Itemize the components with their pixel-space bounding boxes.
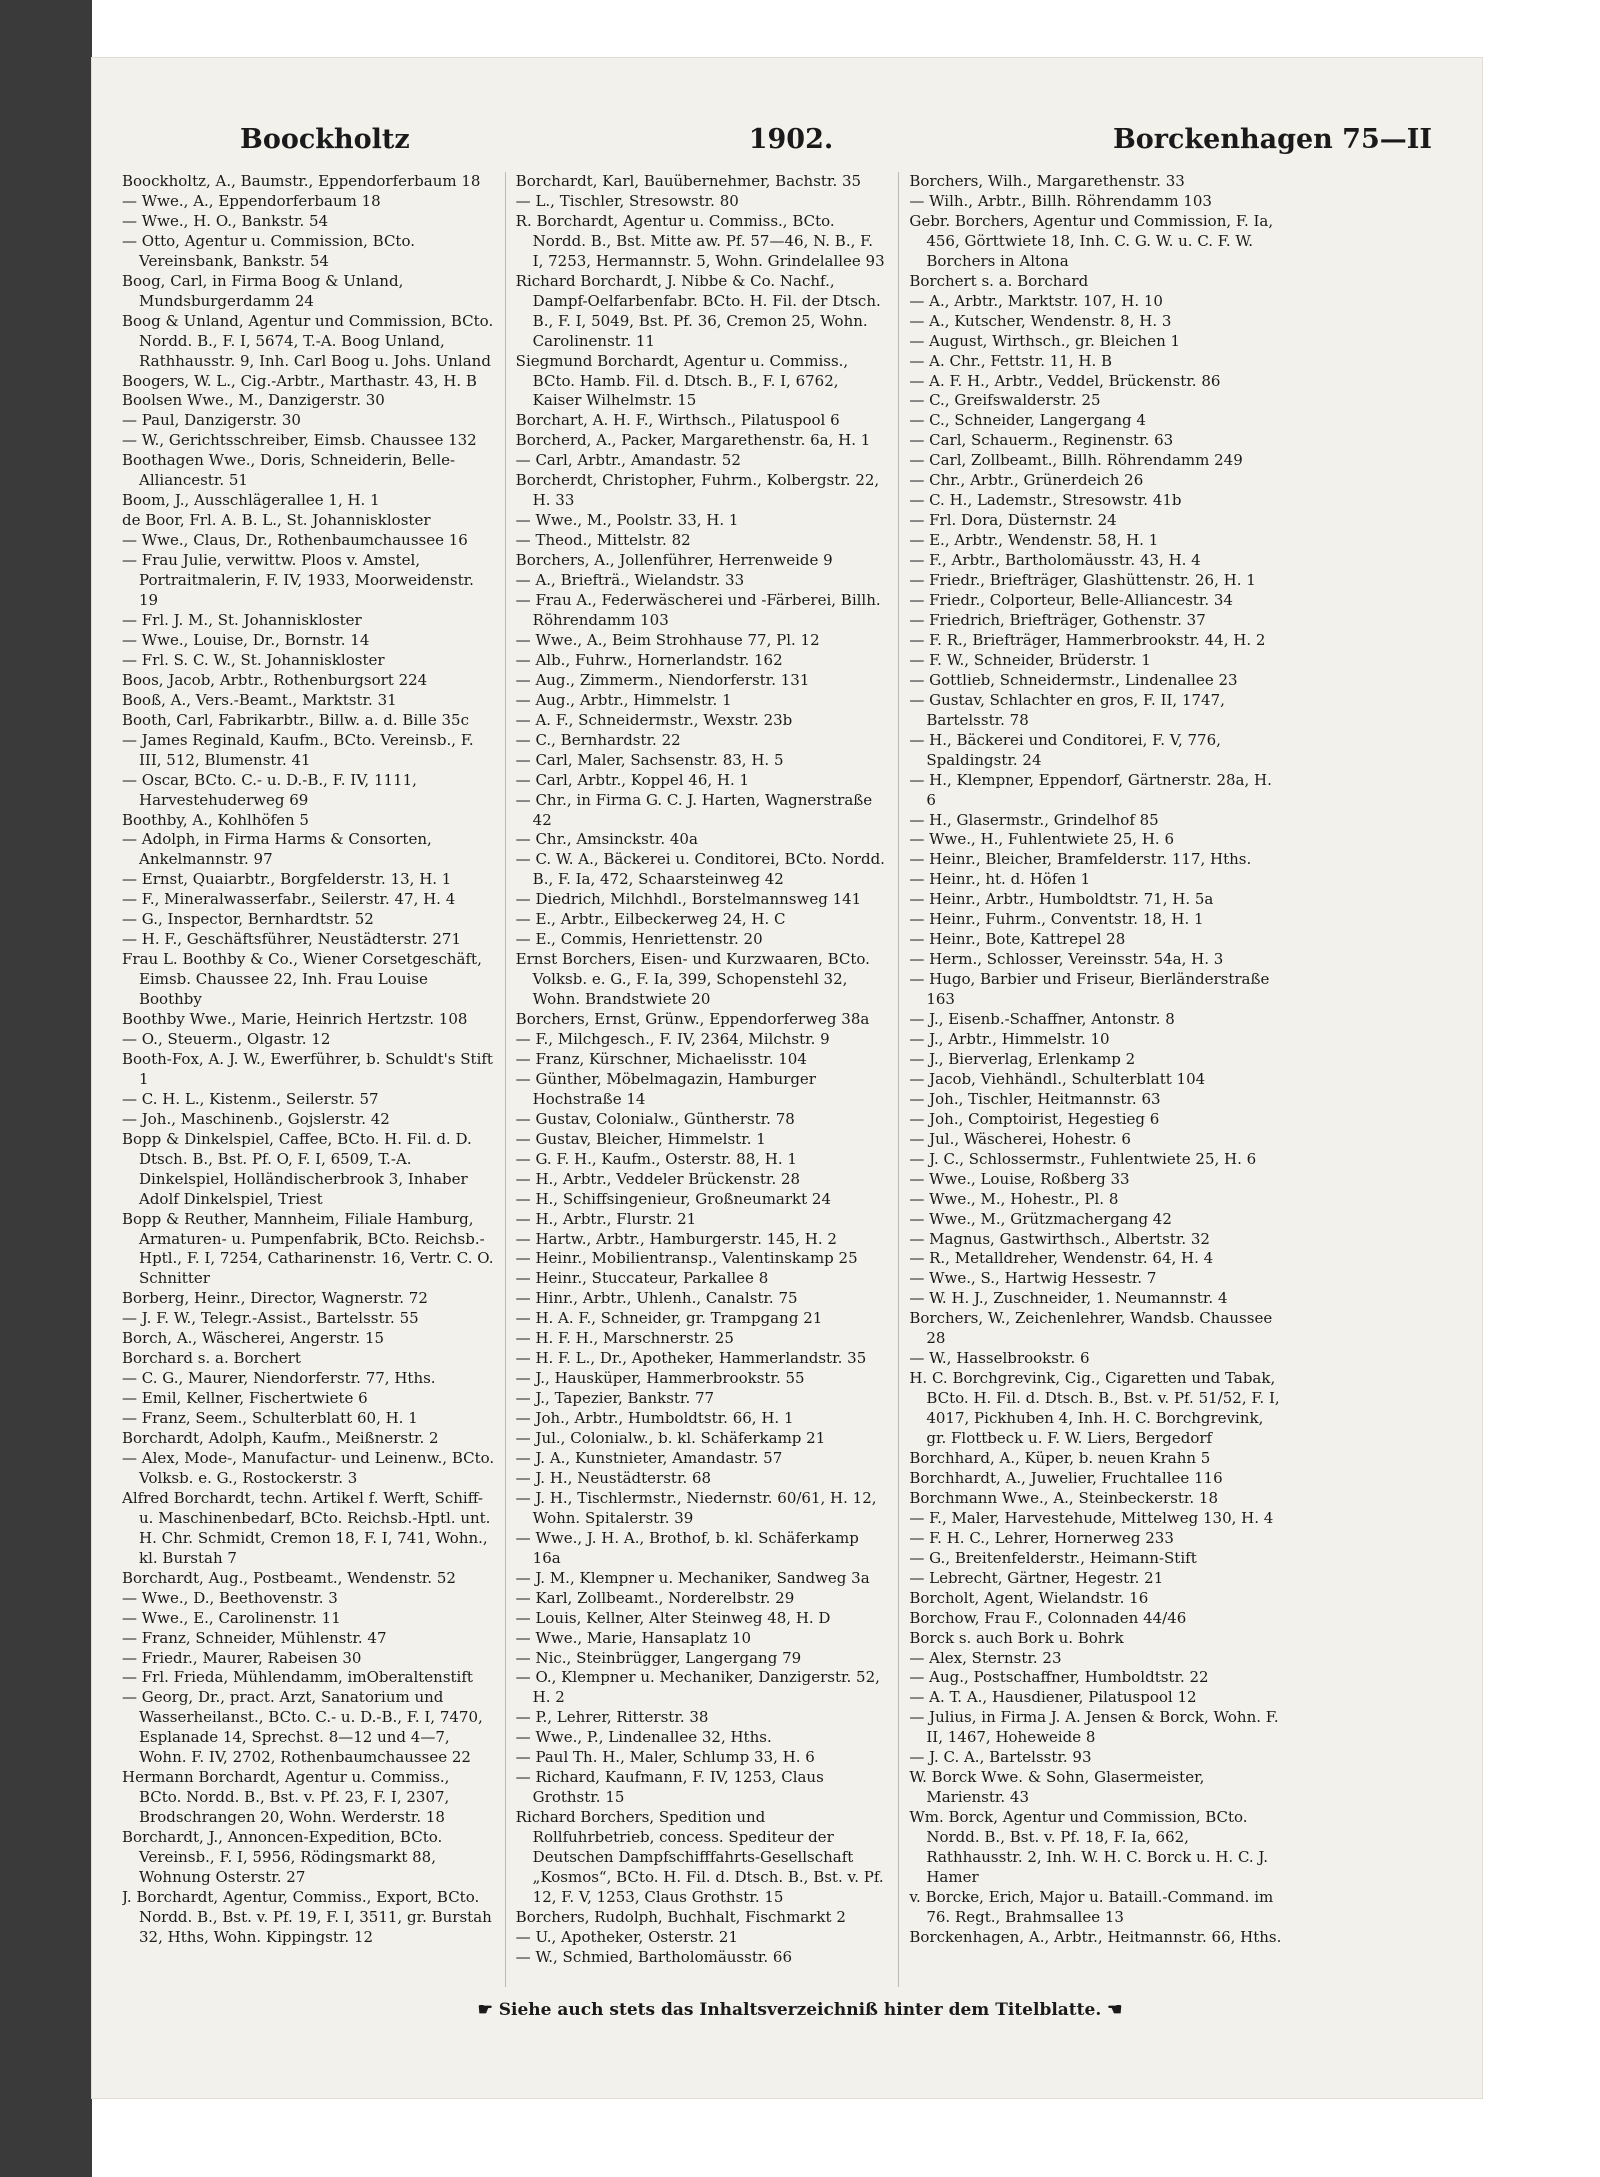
directory-entry: — Wwe., D., Beethovenstr. 3 xyxy=(122,1588,338,1607)
directory-entry: — Alex, Sternstr. 23 xyxy=(909,1648,1062,1667)
directory-entry: — J. M., Klempner u. Mechaniker, Sandweg 3a xyxy=(515,1568,870,1587)
directory-entry: — Gustav, Colonialw., Güntherstr. 78 xyxy=(515,1109,795,1128)
directory-entry: — J., Tapezier, Bankstr. 77 xyxy=(515,1389,715,1408)
directory-entry: — Friedrich, Briefträger, Gothenstr. 37 xyxy=(909,610,1206,629)
directory-entry: — Heinr., Fuhrm., Conventstr. 18, H. 1 xyxy=(909,910,1204,929)
directory-entry: — Wwe., H. O., Bankstr. 54 xyxy=(122,211,329,230)
directory-entry: Boog & Unland, Agentur und Commission, BCto. Nordd. B., F. I, 5674, T.-A. Boog Unland, Rathhausstr. 9, Inh. Carl Boog u. Johs. Unland xyxy=(122,311,494,370)
directory-entry: — Chr., in Firma G. C. J. Harten, Wagnerstraße 42 xyxy=(515,790,873,829)
directory-entry: — Paul Th. H., Maler, Schlump 33, H. 6 xyxy=(515,1748,815,1767)
directory-entry: Borchhard, A., Küper, b. neuen Krahn 5 xyxy=(909,1449,1211,1467)
directory-entry: Richard Borchers, Spedition und Rollfuhrbetrieb, concess. Spediteur der Deutschen Dampfschifffahrts-Gesellschaft „Kosmos“, BCto. H. Fil. d. Dtsch. B., Bst. v. Pf. 12, F. V, 1253, Claus Grothstr. 15 xyxy=(515,1808,884,1906)
directory-entry: — Richard, Kaufmann, F. IV, 1253, Claus Grothstr. 15 xyxy=(515,1768,824,1807)
directory-entry: Borcherd, A., Packer, Margarethenstr. 6a, H. 1 xyxy=(515,431,871,450)
directory-entry: — J., Hausküper, Hammerbrookstr. 55 xyxy=(515,1369,805,1388)
directory-entry: Borchers, W., Zeichenlehrer, Wandsb. Chaussee 28 xyxy=(909,1309,1273,1348)
directory-entry: — Joh., Tischler, Heitmannstr. 63 xyxy=(909,1089,1161,1108)
directory-entry: Bopp & Dinkelspiel, Caffee, BCto. H. Fil. d. D. Dtsch. B., Bst. Pf. O, F. I, 6509, T.-A. Dinkelspiel, Holländischerbrook 3, Inhaber Adolf Dinkelspiel, Triest xyxy=(122,1129,472,1208)
directory-entry: — H., Schiffsingenieur, Großneumarkt 24 xyxy=(515,1189,832,1208)
directory-entry: — W., Gerichtsschreiber, Eimsb. Chaussee 132 xyxy=(122,431,477,450)
directory-entry: — Franz, Kürschner, Michaelisstr. 104 xyxy=(515,1049,807,1068)
directory-entry: — U., Apotheker, Osterstr. 21 xyxy=(515,1927,739,1946)
directory-entry: — J., Bierverlag, Erlenkamp 2 xyxy=(909,1049,1136,1068)
directory-entry: Borchhardt, A., Juwelier, Fruchtallee 116 xyxy=(909,1468,1223,1487)
directory-entry: — Franz, Seem., Schulterblatt 60, H. 1 xyxy=(122,1409,418,1428)
directory-entry: — H., Bäckerei und Conditorei, F. V, 776, Spaldingstr. 24 xyxy=(909,730,1221,769)
directory-entry: — Gustav, Schlachter en gros, F. II, 1747, Bartelsstr. 78 xyxy=(909,690,1225,729)
directory-entry: Borchardt, Karl, Bauübernehmer, Bachstr. 35 xyxy=(515,172,862,190)
scan-dark-edge xyxy=(0,0,92,2177)
directory-entry: R. Borchardt, Agentur u. Commiss., BCto. Nordd. B., Bst. Mitte aw. Pf. 57—46, N. B., F. I, 7253, Hermannstr. 5, Wohn. Grindelallee 93 xyxy=(515,211,885,270)
directory-entry: — O., Klempner u. Mechaniker, Danzigerstr. 52, H. 2 xyxy=(515,1668,880,1707)
directory-entry: — Magnus, Gastwirthsch., Albertstr. 32 xyxy=(909,1229,1210,1248)
directory-entry: Booß, A., Vers.-Beamt., Marktstr. 31 xyxy=(122,690,397,709)
directory-entry: — Joh., Comptoirist, Hegestieg 6 xyxy=(909,1109,1160,1128)
directory-entry: — C. H., Lademstr., Stresowstr. 41b xyxy=(909,491,1182,510)
column-right xyxy=(909,172,1282,1987)
directory-entry: Boolsen Wwe., M., Danzigerstr. 30 xyxy=(122,391,385,410)
column-divider xyxy=(898,172,899,1987)
column-left xyxy=(122,172,495,1987)
directory-entry: — Wwe., Louise, Dr., Bornstr. 14 xyxy=(122,630,370,649)
directory-entry: W. Borck Wwe. & Sohn, Glasermeister, Marienstr. 43 xyxy=(909,1768,1205,1807)
directory-entry: — G., Breitenfelderstr., Heimann-Stift xyxy=(909,1548,1197,1567)
directory-entry: — J. F. W., Telegr.-Assist., Bartelsstr. 55 xyxy=(122,1309,419,1328)
directory-entry: — W., Hasselbrookstr. 6 xyxy=(909,1349,1090,1368)
directory-entry: — Wwe., M., Grützmachergang 42 xyxy=(909,1209,1172,1228)
directory-entry: — Emil, Kellner, Fischertwiete 6 xyxy=(122,1389,368,1408)
directory-entry: Boockholtz, A., Baumstr., Eppendorferbaum 18 xyxy=(122,172,481,190)
directory-entry: — F., Maler, Harvestehude, Mittelweg 130, H. 4 xyxy=(909,1508,1274,1527)
directory-entry: — C. G., Maurer, Niendorferstr. 77, Hths. xyxy=(122,1369,436,1388)
directory-entry: Borchers, Rudolph, Buchhalt, Fischmarkt 2 xyxy=(515,1907,846,1926)
directory-entry: Borchow, Frau F., Colonnaden 44/46 xyxy=(909,1608,1187,1627)
directory-entry: — A., Kutscher, Wendenstr. 8, H. 3 xyxy=(909,311,1172,330)
header-right-keyword: Borckenhagen 75—II xyxy=(1112,124,1432,155)
directory-entry: Borchert s. a. Borchard xyxy=(909,271,1089,290)
directory-entry: — Julius, in Firma J. A. Jensen & Borck, Wohn. F. II, 1467, Hoheweide 8 xyxy=(909,1708,1279,1747)
directory-entry: — J. C. A., Bartelsstr. 93 xyxy=(909,1748,1092,1767)
directory-entry: — Adolph, in Firma Harms & Consorten, Ankelmannstr. 97 xyxy=(122,830,432,869)
directory-entry: Borch, A., Wäscherei, Angerstr. 15 xyxy=(122,1329,385,1348)
directory-entry: — Jul., Wäscherei, Hohestr. 6 xyxy=(909,1129,1131,1148)
directory-entry: — Carl, Arbtr., Amandastr. 52 xyxy=(515,451,741,470)
directory-entry: Boos, Jacob, Arbtr., Rothenburgsort 224 xyxy=(122,670,428,689)
directory-entry: — Friedr., Colporteur, Belle-Alliancestr. 34 xyxy=(909,591,1233,610)
directory-entry: — A., Arbtr., Marktstr. 107, H. 10 xyxy=(909,291,1163,310)
directory-entry: — Heinr., Stuccateur, Parkallee 8 xyxy=(515,1269,769,1288)
directory-entry: — Alb., Fuhrw., Hornerlandstr. 162 xyxy=(515,650,783,669)
directory-entry: — Friedr., Maurer, Rabeisen 30 xyxy=(122,1648,362,1667)
directory-entry: — H., Glasermstr., Grindelhof 85 xyxy=(909,810,1159,829)
directory-entry: — Günther, Möbelmagazin, Hamburger Hochstraße 14 xyxy=(515,1069,816,1108)
header-left-keyword: Boockholtz xyxy=(240,124,410,155)
directory-entry: Borchers, Ernst, Grünw., Eppendorferweg 38a xyxy=(515,1010,870,1029)
directory-entry: — C. H. L., Kistenm., Seilerstr. 57 xyxy=(122,1089,379,1108)
directory-entry: — Wwe., J. H. A., Brothof, b. kl. Schäferkamp 16a xyxy=(515,1528,859,1567)
directory-entry: — Carl, Arbtr., Koppel 46, H. 1 xyxy=(515,770,750,789)
directory-entry: — Heinr., Bleicher, Bramfelderstr. 117, Hths. xyxy=(909,850,1252,869)
directory-entry: — Carl, Schauerm., Reginenstr. 63 xyxy=(909,431,1174,450)
directory-entry: — Ernst, Quaiarbtr., Borgfelderstr. 13, H. 1 xyxy=(122,870,452,889)
directory-entry: — A. T. A., Hausdiener, Pilatuspool 12 xyxy=(909,1688,1197,1707)
directory-entry: Borck s. auch Bork u. Bohrk xyxy=(909,1628,1124,1647)
directory-entry: — H. A. F., Schneider, gr. Trampgang 21 xyxy=(515,1309,823,1328)
directory-entry: — James Reginald, Kaufm., BCto. Vereinsb., F. III, 512, Blumenstr. 41 xyxy=(122,730,474,769)
directory-entry: H. C. Borchgrevink, Cig., Cigaretten und Tabak, BCto. H. Fil. d. Dtsch. B., Bst. v. Pf. 51/52, F. I, 4017, Pickhuben 4, Inh. H. C. Borchgrevink, gr. Flottbeck u. F. W. Liers, Bergedorf xyxy=(909,1369,1280,1448)
directory-entry: — Franz, Schneider, Mühlenstr. 47 xyxy=(122,1628,387,1647)
directory-columns xyxy=(122,172,1282,1987)
directory-entry: Booth, Carl, Fabrikarbtr., Billw. a. d. Bille 35c xyxy=(122,710,469,729)
header-year: 1902. xyxy=(748,124,834,155)
directory-entry: — Herm., Schlosser, Vereinsstr. 54a, H. 3 xyxy=(909,950,1224,969)
directory-entry: — Oscar, BCto. C.- u. D.-B., F. IV, 1111, Harvestehuderweg 69 xyxy=(122,770,417,809)
directory-entry: — Wwe., A., Beim Strohhause 77, Pl. 12 xyxy=(515,630,820,649)
directory-entry: — E., Arbtr., Wendenstr. 58, H. 1 xyxy=(909,531,1159,550)
directory-entry: Richard Borchardt, J. Nibbe & Co. Nachf., Dampf-Oelfarbenfabr. BCto. H. Fil. der Dtsch. B., F. I, 5049, Bst. Pf. 36, Cremon 25, Wohn. Carolinenstr. 11 xyxy=(515,271,881,350)
directory-entry: — Louis, Kellner, Alter Steinweg 48, H. D xyxy=(515,1608,831,1627)
directory-entry: — J. H., Tischlermstr., Niedernstr. 60/61, H. 12, Wohn. Spitalerstr. 39 xyxy=(515,1488,877,1527)
directory-entry: Boothagen Wwe., Doris, Schneiderin, Belle-Alliancestr. 51 xyxy=(122,451,456,490)
directory-entry: — J., Eisenb.-Schaffner, Antonstr. 8 xyxy=(909,1010,1175,1029)
directory-entry: — Heinr., ht. d. Höfen 1 xyxy=(909,870,1091,889)
directory-entry: — W. H. J., Zuschneider, 1. Neumannstr. 4 xyxy=(909,1289,1228,1308)
directory-entry: — F. R., Briefträger, Hammerbrookstr. 44, H. 2 xyxy=(909,630,1266,649)
directory-entry: — Hugo, Barbier und Friseur, Bierländerstraße 163 xyxy=(909,970,1270,1009)
directory-entry: — Alex, Mode-, Manufactur- und Leinenw., BCto. Volksb. e. G., Rostockerstr. 3 xyxy=(122,1449,495,1487)
directory-entry: — Friedr., Briefträger, Glashüttenstr. 26, H. 1 xyxy=(909,571,1256,590)
directory-entry: — Jul., Colonialw., b. kl. Schäferkamp 21 xyxy=(515,1429,826,1448)
directory-entry: Alfred Borchardt, techn. Artikel f. Werft, Schiff- u. Maschinenbedarf, BCto. Reichsb.-Hptl. unt. H. Chr. Schmidt, Cremon 18, F. I, 741, Wohn., kl. Burstah 7 xyxy=(122,1488,491,1567)
directory-entry: — Chr., Amsinckstr. 40a xyxy=(515,830,698,849)
directory-entry: — Hartw., Arbtr., Hamburgerstr. 145, H. 2 xyxy=(515,1229,837,1248)
directory-entry: — A. F., Schneidermstr., Wexstr. 23b xyxy=(515,710,793,729)
directory-entry: — Chr., Arbtr., Grünerdeich 26 xyxy=(909,471,1144,490)
directory-entry: Boogers, W. L., Cig.-Arbtr., Marthastr. 43, H. B xyxy=(122,371,477,390)
directory-entry: — Gottlieb, Schneidermstr., Lindenallee 23 xyxy=(909,670,1238,689)
directory-entry: — Aug., Zimmerm., Niendorferstr. 131 xyxy=(515,670,810,689)
directory-entry: — Frl. Dora, Düsternstr. 24 xyxy=(909,511,1117,530)
directory-entry: Siegmund Borchardt, Agentur u. Commiss., BCto. Hamb. Fil. d. Dtsch. B., F. I, 6762, Kaiser Wilhelmstr. 15 xyxy=(515,351,849,410)
directory-entry: Borberg, Heinr., Director, Wagnerstr. 72 xyxy=(122,1289,428,1308)
directory-entry: Boothby, A., Kohlhöfen 5 xyxy=(122,810,309,829)
directory-entry: — Gustav, Bleicher, Himmelstr. 1 xyxy=(515,1129,766,1148)
directory-entry: — Otto, Agentur u. Commission, BCto. Vereinsbank, Bankstr. 54 xyxy=(122,231,415,270)
directory-entry: Borcholt, Agent, Wielandstr. 16 xyxy=(909,1588,1149,1607)
pointing-hand-right-icon: ☛ xyxy=(477,2000,493,2020)
directory-entry: — W., Schmied, Bartholomäusstr. 66 xyxy=(515,1947,792,1966)
directory-entry: Borchardt, Adolph, Kaufm., Meißnerstr. 2 xyxy=(122,1429,439,1448)
directory-entry: — J. C., Schlossermstr., Fuhlentwiete 25, H. 6 xyxy=(909,1149,1257,1168)
directory-entry: — Lebrecht, Gärtner, Hegestr. 21 xyxy=(909,1568,1164,1587)
directory-entry: — Nic., Steinbrügger, Langergang 79 xyxy=(515,1648,802,1667)
directory-entry: — P., Lehrer, Ritterstr. 38 xyxy=(515,1708,709,1727)
directory-entry: Borchmann Wwe., A., Steinbeckerstr. 18 xyxy=(909,1488,1218,1507)
directory-entry: — H., Klempner, Eppendorf, Gärtnerstr. 28a, H. 6 xyxy=(909,770,1272,809)
directory-entry: — F. W., Schneider, Brüderstr. 1 xyxy=(909,650,1151,669)
directory-entry: — Wwe., P., Lindenallee 32, Hths. xyxy=(515,1728,772,1747)
directory-entry: Borckenhagen, A., Arbtr., Heitmannstr. 66, Hths. xyxy=(909,1927,1282,1946)
page-footer xyxy=(300,2000,1300,2020)
directory-entry: Wm. Borck, Agentur und Commission, BCto. Nordd. B., Bst. v. Pf. 18, F. Ia, 662, Rathhausstr. 2, Inh. W. H. C. Borck u. H. C. J. Hamer xyxy=(909,1808,1269,1887)
directory-entry: — O., Steuerm., Olgastr. 12 xyxy=(122,1029,331,1048)
directory-entry: Borchard s. a. Borchert xyxy=(122,1349,301,1368)
directory-entry: — Wwe., Louise, Roßberg 33 xyxy=(909,1169,1130,1188)
directory-entry: J. Borchardt, Agentur, Commiss., Export, BCto. Nordd. B., Bst. v. Pf. 19, F. I, 3511, gr. Burstah 32, Hths, Wohn. Kippingstr. 12 xyxy=(122,1887,492,1946)
directory-entry: — Wwe., E., Carolinenstr. 11 xyxy=(122,1608,341,1627)
directory-entry: — C., Greifswalderstr. 25 xyxy=(909,391,1101,410)
directory-entry: — Wwe., Claus, Dr., Rothenbaumchaussee 16 xyxy=(122,531,468,550)
directory-entry: — F., Arbtr., Bartholomäusstr. 43, H. 4 xyxy=(909,551,1201,570)
directory-entry: v. Borcke, Erich, Major u. Bataill.-Command. im 76. Regt., Brahmsallee 13 xyxy=(909,1887,1274,1926)
directory-entry: — Hinr., Arbtr., Uhlenh., Canalstr. 75 xyxy=(515,1289,798,1308)
directory-entry: — Karl, Zollbeamt., Norderelbstr. 29 xyxy=(515,1588,795,1607)
directory-entry: — Frau A., Federwäscherei und -Färberei, Billh. Röhrendamm 103 xyxy=(515,591,881,629)
directory-entry: — R., Metalldreher, Wendenstr. 64, H. 4 xyxy=(909,1249,1214,1268)
directory-entry: Boom, J., Ausschlägerallee 1, H. 1 xyxy=(122,491,380,510)
directory-entry: — H. F. H., Marschnerstr. 25 xyxy=(515,1329,734,1348)
directory-entry: — Carl, Zollbeamt., Billh. Röhrendamm 249 xyxy=(909,451,1243,470)
directory-entry: — Frl. Frieda, Mühlendamm, imOberaltenstift xyxy=(122,1668,473,1687)
directory-entry: — Wwe., S., Hartwig Hessestr. 7 xyxy=(909,1269,1157,1288)
directory-entry: — G. F. H., Kaufm., Osterstr. 88, H. 1 xyxy=(515,1149,797,1168)
directory-entry: — Paul, Danzigerstr. 30 xyxy=(122,411,301,430)
directory-entry: — F., Mineralwasserfabr., Seilerstr. 47, H. 4 xyxy=(122,890,456,909)
directory-entry: — C., Schneider, Langergang 4 xyxy=(909,411,1146,430)
column-divider xyxy=(505,172,506,1987)
directory-entry: — H. F. L., Dr., Apotheker, Hammerlandstr. 35 xyxy=(515,1349,867,1368)
directory-entry: Bopp & Reuther, Mannheim, Filiale Hamburg, Armaturen- u. Pumpenfabrik, BCto. Reichsb.-Hptl., F. I, 7254, Catharinenstr. 16, Vertr. C. O. Schnitter xyxy=(122,1209,494,1288)
directory-entry: — J. H., Neustädterstr. 68 xyxy=(515,1468,712,1487)
directory-entry: — A. F. H., Arbtr., Veddel, Brückenstr. 86 xyxy=(909,371,1221,390)
directory-entry: — L., Tischler, Stresowstr. 80 xyxy=(515,191,739,210)
directory-entry: — Frl. J. M., St. Johanniskloster xyxy=(122,610,362,629)
directory-entry: — C. W. A., Bäckerei u. Conditorei, BCto. Nordd. B., F. Ia, 472, Schaarsteinweg 42 xyxy=(515,850,885,889)
directory-entry: Boog, Carl, in Firma Boog & Unland, Mundsburgerdamm 24 xyxy=(122,271,404,310)
directory-entry: — Georg, Dr., pract. Arzt, Sanatorium und Wasserheilanst., BCto. C.- u. D.-B., F. I, 7470, Esplanade 14, Sprechst. 8—12 und 4—7, Wohn. F. IV, 2702, Rothenbaumchaussee 22 xyxy=(122,1688,483,1767)
directory-entry: — E., Commis, Henriettenstr. 20 xyxy=(515,930,763,949)
directory-entry: Borchart, A. H. F., Wirthsch., Pilatuspool 6 xyxy=(515,411,840,430)
directory-entry: Borchardt, J., Annoncen-Expedition, BCto. Vereinsb., F. I, 5956, Rödingsmarkt 88, Wohnung Osterstr. 27 xyxy=(122,1828,443,1887)
directory-entry: — F. H. C., Lehrer, Hornerweg 233 xyxy=(909,1528,1174,1547)
directory-entry: — Aug., Arbtr., Himmelstr. 1 xyxy=(515,690,732,709)
directory-entry: — H. F., Geschäftsführer, Neustädterstr. 271 xyxy=(122,930,462,949)
directory-entry: de Boor, Frl. A. B. L., St. Johanniskloster xyxy=(122,511,431,530)
directory-entry: — Wwe., M., Hohestr., Pl. 8 xyxy=(909,1189,1119,1208)
footer-note: Siehe auch stets das Inhaltsverzeichniß hinter dem Titelblatte. xyxy=(498,2000,1102,2020)
directory-entry: Boothby Wwe., Marie, Heinrich Hertzstr. 108 xyxy=(122,1010,468,1029)
directory-entry: — Theod., Mittelstr. 82 xyxy=(515,531,691,550)
directory-entry: — Frau Julie, verwittw. Ploos v. Amstel, Portraitmalerin, F. IV, 1933, Moorweidenstr. 19 xyxy=(122,551,474,610)
directory-entry: — Diedrich, Milchhdl., Borstelmannsweg 141 xyxy=(515,890,862,909)
directory-entry: — Heinr., Mobilientransp., Valentinskamp 25 xyxy=(515,1249,858,1268)
directory-entry: Borchers, A., Jollenführer, Herrenweide 9 xyxy=(515,551,833,570)
directory-entry: — Wwe., H., Fuhlentwiete 25, H. 6 xyxy=(909,830,1174,849)
directory-entry: — Jacob, Viehhändl., Schulterblatt 104 xyxy=(909,1069,1206,1088)
directory-entry: — Joh., Maschinenb., Gojslerstr. 42 xyxy=(122,1109,390,1128)
directory-entry: — E., Arbtr., Eilbeckerweg 24, H. C xyxy=(515,910,786,929)
directory-entry: — A. Chr., Fettstr. 11, H. B xyxy=(909,351,1113,370)
directory-entry: — Heinr., Bote, Kattrepel 28 xyxy=(909,930,1126,949)
directory-entry: Borcherdt, Christopher, Fuhrm., Kolbergstr. 22, H. 33 xyxy=(515,471,880,510)
directory-entry: Booth-Fox, A. J. W., Ewerführer, b. Schuldt's Stift 1 xyxy=(122,1049,493,1088)
directory-entry: — Carl, Maler, Sachsenstr. 83, H. 5 xyxy=(515,750,784,769)
directory-entry: — H., Arbtr., Veddeler Brückenstr. 28 xyxy=(515,1169,801,1188)
directory-entry: — Wwe., Marie, Hansaplatz 10 xyxy=(515,1628,752,1647)
directory-entry: Ernst Borchers, Eisen- und Kurzwaaren, BCto. Volksb. e. G., F. Ia, 399, Schopenstehl 32, Wohn. Brandstwiete 20 xyxy=(515,950,870,1009)
directory-entry: — Wwe., A., Eppendorferbaum 18 xyxy=(122,191,381,210)
directory-entry: — J. A., Kunstnieter, Amandastr. 57 xyxy=(515,1449,783,1467)
directory-entry: Borchers, Wilh., Margarethenstr. 33 xyxy=(909,172,1185,190)
directory-entry: — G., Inspector, Bernhardtstr. 52 xyxy=(122,910,374,929)
directory-entry: Gebr. Borchers, Agentur und Commission, F. Ia, 456, Görttwiete 18, Inh. C. G. W. u. C. F. W. Borchers in Altona xyxy=(909,211,1274,270)
directory-entry: — Joh., Arbtr., Humboldtstr. 66, H. 1 xyxy=(515,1409,794,1428)
directory-entry: Hermann Borchardt, Agentur u. Commiss., BCto. Nordd. B., Bst. v. Pf. 23, F. I, 2307, Brodschrangen 20, Wohn. Werderstr. 18 xyxy=(122,1768,450,1827)
directory-entry: — F., Milchgesch., F. IV, 2364, Milchstr. 9 xyxy=(515,1029,830,1048)
directory-entry: — C., Bernhardstr. 22 xyxy=(515,730,681,749)
directory-entry: — Heinr., Arbtr., Humboldtstr. 71, H. 5a xyxy=(909,890,1214,909)
directory-entry: — A., Briefträ., Wielandstr. 33 xyxy=(515,571,745,590)
page-header xyxy=(150,85,1432,155)
directory-entry: Borchardt, Aug., Postbeamt., Wendenstr. 52 xyxy=(122,1568,456,1587)
directory-entry: — Wwe., M., Poolstr. 33, H. 1 xyxy=(515,511,739,530)
directory-entry: — Frl. S. C. W., St. Johanniskloster xyxy=(122,650,385,669)
directory-entry: — J., Arbtr., Himmelstr. 10 xyxy=(909,1029,1110,1048)
directory-entry: — Aug., Postschaffner, Humboldtstr. 22 xyxy=(909,1668,1209,1687)
directory-entry: — Wilh., Arbtr., Billh. Röhrendamm 103 xyxy=(909,191,1212,210)
directory-entry: — August, Wirthsch., gr. Bleichen 1 xyxy=(909,331,1181,350)
column-middle xyxy=(516,172,889,1987)
directory-entry: — H., Arbtr., Flurstr. 21 xyxy=(515,1209,697,1228)
directory-entry: Frau L. Boothby & Co., Wiener Corsetgeschäft, Eimsb. Chaussee 22, Inh. Frau Louise Boothby xyxy=(122,950,482,1009)
pointing-hand-left-icon: ☚ xyxy=(1107,2000,1123,2020)
